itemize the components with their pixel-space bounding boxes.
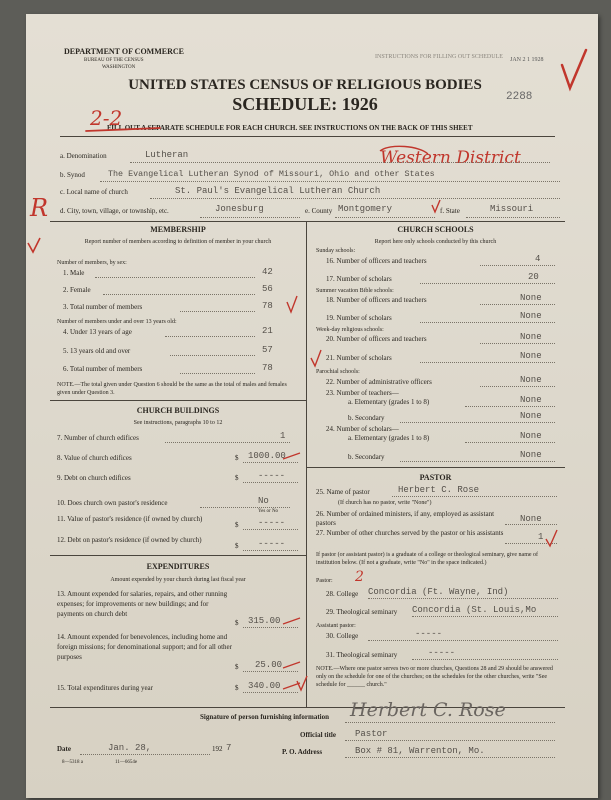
vacation-scholars-label: 19. Number of scholars [326, 314, 392, 322]
scholars-label: 24. Number of scholars— [326, 425, 399, 433]
residence-debt-dollar: $ [235, 542, 239, 550]
pastor-sublabel: Pastor: [316, 578, 333, 584]
total-members-value: 78 [262, 301, 273, 311]
edifice-debt-value: ----- [258, 471, 286, 481]
yes-or-no-hint: Yes or No [258, 509, 279, 514]
running-expenses-label: 13. Amount expended for salaries, repairs, and other running expenses; for improvements or new buildings; and for payments on church debt [57, 590, 228, 618]
strike-total [283, 683, 300, 689]
year-prefix: 192 [212, 745, 223, 753]
form-code-secondary: 11—6654e [115, 760, 138, 765]
scholars-elementary-label: a. Elementary (grades 1 to 8) [348, 434, 430, 442]
teachers-elementary-label: a. Elementary (grades 1 to 8) [348, 398, 430, 406]
official-title-label: Official title [300, 731, 336, 739]
vacation-scholars-value: None [520, 311, 542, 321]
sunday-officers-value: 4 [535, 254, 541, 264]
administrative-officers-value: None [520, 375, 542, 385]
form-code: 8—5318 a [62, 760, 83, 765]
scholars-secondary-value: None [520, 450, 542, 460]
weekday-schools-label: Week-day religious schools: [316, 327, 384, 333]
faint-top-text: INSTRUCTIONS FOR FILLING OUT SCHEDULE [375, 54, 503, 60]
pastor-title: PASTOR [419, 473, 452, 482]
schools-intro: Report here only schools conducted by this church [374, 239, 497, 245]
sunday-officers-label: 16. Number of officers and teachers [326, 257, 427, 265]
vacation-officers-value: None [520, 293, 542, 303]
edifice-value-label: 8. Value of church edifices [57, 454, 132, 462]
seminary-value: Concordia (St. Louis,Mo [412, 605, 537, 615]
membership-intro: Report number of members according to definition of member in your church [84, 239, 272, 245]
date-value: Jan. 28, [108, 743, 152, 753]
assistant-seminary-label: 31. Theological seminary [326, 651, 398, 659]
assistant-college-label: 30. College [326, 632, 359, 640]
year-suffix: 7 [226, 743, 232, 753]
over-13-value: 57 [262, 345, 273, 355]
weekday-scholars-value: None [520, 351, 542, 361]
male-label: 1. Male [63, 269, 85, 277]
total-members-label: 3. Total number of members [63, 303, 143, 311]
pastor-name-value: Herbert C. Rose [398, 485, 480, 495]
signature-label: Signature of person furnishing information [200, 713, 329, 721]
administrative-officers-label: 22. Number of administrative officers [326, 378, 432, 386]
residence-own-label: 10. Does church own pastor's residence [57, 499, 168, 507]
vacation-schools-label: Summer vacation Bible schools: [316, 288, 394, 294]
scholars-elementary-value: None [520, 431, 542, 441]
weekday-officers-label: 20. Number of officers and teachers [326, 335, 427, 343]
pastor-name-note: (If church has no pastor, write "None") [338, 500, 432, 506]
edifice-debt-dollar: $ [235, 474, 239, 482]
schedule-title: SCHEDULE: 1926 [232, 94, 378, 114]
female-label: 2. Female [63, 286, 91, 294]
total-members-6-label: 6. Total number of members [63, 365, 143, 373]
benevolences-value: 25.00 [255, 660, 283, 670]
denomination-value: Lutheran [145, 150, 189, 160]
church-name-value: St. Paul's Evangelical Lutheran Church [175, 186, 381, 196]
sunday-schools-label: Sunday schools: [316, 248, 356, 254]
residence-debt-value: ----- [258, 539, 286, 549]
buildings-subtitle: See instructions, paragraphs 10 to 12 [133, 420, 223, 426]
parochial-schools-label: Parochial schools: [316, 369, 360, 375]
assistant-ministers-label: 26. Number of ordained ministers, if any, employed as assistant pastors [316, 510, 495, 527]
synod-value: The Evangelical Lutheran Synod of Missouri, Ohio and other States [108, 169, 435, 179]
teachers-label: 23. Number of teachers— [326, 389, 399, 397]
total-expenditures-value: 340.00 [248, 681, 281, 691]
under-13-label: 4. Under 13 years of age [63, 328, 132, 336]
teachers-secondary-label: b. Secondary [348, 414, 385, 422]
female-value: 56 [262, 284, 273, 294]
checkmark-synod [28, 238, 40, 252]
checkmark-other-churches [546, 530, 557, 546]
male-value: 42 [262, 267, 273, 277]
signature: Herbert C. Rose [350, 699, 506, 721]
college-value: Concordia (Ft. Wayne, Ind) [368, 587, 509, 597]
teachers-secondary-value: None [520, 411, 542, 421]
assistant-seminary-value: ----- [428, 648, 456, 658]
sunday-scholars-label: 17. Number of scholars [326, 275, 392, 283]
edifices-value: 1 [280, 431, 286, 441]
over-13-label: 5. 13 years old and over [63, 347, 131, 355]
buildings-title: CHURCH BUILDINGS [136, 406, 220, 415]
pastor-name-label: 25. Name of pastor [316, 488, 370, 496]
po-address-value: Box # 81, Warrenton, Mo. [355, 746, 485, 756]
received-stamp-date: JAN 2 1 1928 [510, 57, 544, 63]
total-members-6-value: 78 [262, 363, 273, 373]
large-checkmark [562, 50, 586, 88]
other-churches-value: 1 [538, 532, 544, 542]
serial-number: 2288 [506, 91, 533, 103]
checkmark-county [432, 200, 440, 212]
weekday-officers-value: None [520, 332, 542, 342]
bureau-label: BUREAU OF THE CENSUS [84, 58, 144, 63]
edifice-value-value: 1000.00 [248, 451, 286, 461]
checkmark-total6 [311, 350, 321, 366]
total-expenditures-dollar: $ [235, 684, 239, 692]
edifice-value-dollar: $ [235, 454, 239, 462]
assistant-pastor-sublabel: Assistant pastor: [316, 623, 356, 629]
county-label: e. County [305, 207, 333, 215]
assistant-ministers-value: None [520, 514, 542, 524]
circle-mark [380, 146, 428, 154]
teachers-elementary-value: None [520, 395, 542, 405]
separate-schedule-instruction: FILL OUT A SEPARATE SCHEDULE FOR EACH CHURCH. SEE INSTRUCTIONS ON THE BACK OF THIS SHEET [107, 124, 473, 132]
handwritten-pastor-mark: 2 [355, 569, 364, 585]
seminary-label: 29. Theological seminary [326, 608, 398, 616]
po-address-label: P. O. Address [282, 748, 323, 756]
members-by-sex-label: Number of members, by sex: [57, 260, 127, 266]
schools-title: CHURCH SCHOOLS [397, 225, 474, 234]
strike-edifice-value [283, 453, 300, 459]
running-expenses-dollar: $ [235, 619, 239, 627]
pastor-note: NOTE.—Where one pastor serves two or more churches, Questions 28 and 29 should be answered only on the schedule for one of the churches; on the schedules for the other churches, write "See schedule for ______ church." [316, 666, 553, 688]
sunday-scholars-value: 20 [528, 272, 539, 282]
vacation-officers-label: 18. Number of officers and teachers [326, 296, 427, 304]
under-13-value: 21 [262, 326, 273, 336]
county-value: Montgomery [338, 204, 393, 214]
running-expenses-value: 315.00 [248, 616, 281, 626]
age-intro-label: Number of members under and over 13 years old: [57, 319, 177, 325]
expenditures-subtitle: Amount expended by your church during last fiscal year [110, 577, 246, 583]
graduate-note: If pastor (or assistant pastor) is a graduate of a college or theological seminary, give name of institution below. (If not a graduate, write "No" in the space indicated.) [316, 552, 539, 566]
residence-value-label: 11. Value of pastor's residence (if owned by church) [57, 515, 203, 523]
denomination-label: a. Denomination [60, 152, 107, 160]
edifice-debt-label: 9. Debt on church edifices [57, 474, 131, 482]
college-label: 28. College [326, 590, 359, 598]
department-label: DEPARTMENT OF COMMERCE [64, 47, 185, 56]
strike-benevolences [283, 662, 300, 668]
official-title-value: Pastor [355, 729, 388, 739]
total-expenditures-label: 15. Total expenditures during year [57, 684, 153, 692]
membership-title: MEMBERSHIP [150, 225, 206, 234]
expenditures-title: EXPENDITURES [146, 562, 210, 571]
state-value: Missouri [490, 204, 534, 214]
city-label: WASHINGTON [102, 65, 136, 70]
benevolences-label: 14. Amount expended for benevolences, including home and foreign missions; for denominational support; and for all other purposes [57, 633, 232, 661]
weekday-scholars-label: 21. Number of scholars [326, 354, 392, 362]
church-name-label: c. Local name of church [60, 188, 128, 196]
membership-note: NOTE.—The total given under Question 6 should be the same as the total of males and females given under Question 3. [57, 382, 287, 396]
assistant-college-value: ----- [415, 629, 443, 639]
synod-label: b. Synod [60, 171, 85, 179]
edifices-label: 7. Number of church edifices [57, 434, 139, 442]
benevolences-dollar: $ [235, 663, 239, 671]
strike-running-expenses [283, 618, 300, 624]
residence-own-value: No [258, 496, 269, 506]
residence-value-value: ----- [258, 518, 286, 528]
handwritten-r: R [30, 194, 49, 222]
city-field-label: d. City, town, village, or township, etc. [60, 207, 169, 215]
checkmark-total [287, 296, 297, 312]
census-title: UNITED STATES CENSUS OF RELIGIOUS BODIES [128, 77, 482, 93]
residence-debt-label: 12. Debt on pastor's residence (if owned by church) [57, 536, 202, 544]
state-label: f. State [440, 207, 460, 215]
city-value: Jonesburg [215, 204, 264, 214]
date-label: Date [57, 745, 71, 753]
handwritten-2-2: 2-2 [90, 106, 123, 130]
scholars-secondary-label: b. Secondary [348, 453, 385, 461]
handwritten-western-district: Western District [380, 148, 521, 168]
residence-value-dollar: $ [235, 521, 239, 529]
underline-mark [86, 128, 160, 131]
other-churches-label: 27. Number of other churches served by the pastor or his assistants [316, 529, 504, 537]
